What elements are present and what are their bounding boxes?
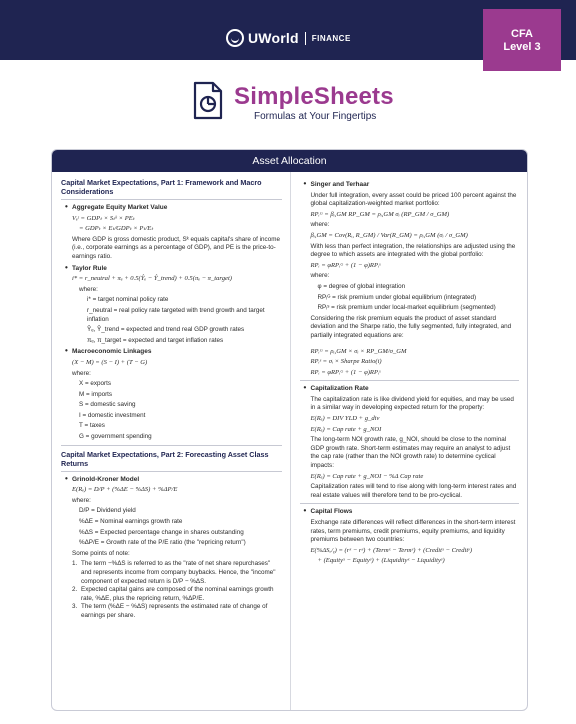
formula: E(Rₑ) = Cap rate + g_NOI − %Δ Cap rate (310, 472, 424, 480)
note-text: The term −%ΔS is referred to as the "rate of net share repurchases" and represents income from company buybacks. Hence, the "income" component of expected return is D/P − %ΔS. (81, 560, 276, 585)
left-column (52, 172, 290, 622)
bullet-heading: • Taylor Rule (65, 265, 282, 274)
document-chart-icon (193, 80, 223, 120)
section-heading-cme1: Capital Market Expectations, Part 1: Framework and Macro Considerations (61, 178, 262, 196)
brand-name: UWorld (248, 30, 299, 46)
level-line-1: CFA (511, 28, 533, 40)
formula: RPᵢ = φRPᵢᴳ + (1 − φ)RPᵢˢ (310, 261, 381, 269)
paragraph: With less than perfect integration, the relationships are adjusted using the degree to which assets are integrated with the global portfolio: (310, 242, 516, 259)
note-text: Expected capital gains are composed of the nominal earnings growth rate, %ΔE, plus the repricing return, %ΔP/E. (81, 586, 274, 602)
brand-separator (305, 32, 306, 45)
definition: D/P = Dividend yield (79, 507, 136, 515)
formula: βᵢ,GM = Cov(Rᵢ, R_GM) / Var(R_GM) = ρᵢ,GM (σᵢ / σ_GM) (310, 231, 468, 239)
section-rule (61, 199, 282, 200)
definition: RPᵢᴳ = risk premium under global equilibrium (integrated) (317, 293, 477, 301)
definition: G = government spending (79, 433, 152, 441)
formula: (X − M) = (S − I) + (T − G) (72, 358, 148, 366)
paragraph: Under full integration, every asset could be priced 100 percent against the global capitalization-weighted market portfolio: (310, 191, 517, 208)
definition: M = imports (79, 390, 113, 398)
definition: φ = degree of global integration (317, 282, 406, 290)
definition: T = taxes (79, 422, 105, 430)
definition: RPᵢˢ = risk premium under local-market equilibrium (segmented) (317, 304, 496, 312)
paragraph: The long-term NOI growth rate, g_NOI, should be close to the nominal GDP growth rate. Short-term estimates may require an analyst to adjust the cap rate (rather than the NOI growth rate) to determine cyclical impacts: (310, 436, 511, 470)
bullet-heading: • Capital Flows (304, 508, 520, 517)
definition: %ΔE = Nominal earnings growth rate (79, 518, 183, 526)
formula: i* = r_neutral + πₑ + 0.5(Ŷₑ − Ŷ_trend) + 0.5(πₑ − π_target) (72, 275, 232, 283)
section-rule (300, 380, 520, 381)
bullet-heading: • Macroeconomic Linkages (65, 348, 282, 357)
paragraph: Considering the risk premium equals the product of asset standard deviation and the Sharpe ratio, the fully segmented, fully integrated, and partially integrated equations are: (310, 314, 512, 339)
paragraph: Capitalization rates will tend to rise along with long-term interest rates and real estate values will therefore tend to be pro-cyclical. (310, 483, 517, 499)
paragraph: The capitalization rate is like dividend yield for equities, and may be used in a similar way in developing expected return for the property: (310, 395, 514, 412)
definition: Ŷₑ, Ŷ_trend = expected and trend real GDP growth rates (87, 326, 245, 334)
formula: = GDPₜ × Eₜ/GDPₜ × Pₜ/Eₜ (79, 225, 154, 233)
formula: Vₑᵗ = GDPₜ × Sₜᵏ × PEₜ (72, 214, 135, 222)
note-text: The term (%ΔE − %ΔS) represents the estimated rate of change of earnings per share. (81, 603, 268, 619)
definition: i* = target nominal policy rate (87, 296, 169, 304)
uworld-logo-icon (226, 29, 244, 47)
list-item: 3. The term (%ΔE − %ΔS) represents the estimated rate of change of earnings per share. (72, 603, 282, 620)
columns (52, 172, 527, 622)
content-box (51, 149, 528, 711)
formula: E(Rₑ) = Cap rate + g_NOI (310, 425, 382, 433)
definition: X = exports (79, 380, 112, 388)
section-title-bar: Asset Allocation (52, 150, 527, 172)
brand (226, 29, 351, 47)
paragraph: Exchange rate differences will reflect differences in the short-term interest rates, term premiums, credit premiums, equity premiums, and liquidity premiums between two countries: (310, 519, 516, 544)
formula: E(%ΔSₓ/ᵧ) = (rˣ − rʸ) + (Termˣ − Termʸ) + (Creditˣ − Creditʸ) (310, 546, 473, 554)
where-label: where: (310, 221, 330, 229)
section-rule (61, 445, 282, 446)
definition: %ΔS = Expected percentage change in shares outstanding (79, 528, 244, 536)
level-tag (483, 9, 561, 71)
where-label: where: (79, 285, 98, 293)
list-item: 1. The term −%ΔS is referred to as the "rate of net share repurchases" and represents income from company buybacks. Hence, the "income" component of expected return is D/P − %ΔS. (72, 560, 282, 586)
brand-sub: FINANCE (311, 33, 351, 43)
notes-list (72, 560, 282, 620)
bullet-heading: • Grinold-Kroner Model (65, 476, 282, 485)
formula: RPᵢᴳ = βᵢ,GM RP_GM = ρᵢ,GM σᵢ (RP_GM / σ_GM) (310, 210, 450, 218)
page-title: SimpleSheets (234, 83, 394, 110)
definition: %ΔP/E = Growth rate of the P/E ratio (the "repricing return") (79, 539, 246, 547)
formula: RPᵢᴳ = ρᵢ,GM × σᵢ × RP_GM/σ_GM (310, 347, 407, 355)
right-column (290, 172, 528, 622)
section-heading-cme2: Capital Market Expectations, Part 2: Forecasting Asset Class Returns (61, 449, 269, 468)
formula: RPᵢ = φRPᵢᴳ + (1 − φ)RPᵢˢ (310, 368, 381, 376)
level-line-2: Level 3 (503, 41, 541, 53)
definition: I = domestic investment (79, 411, 146, 419)
formula: + (Equityˣ − Equityʸ) + (Liquidityˣ − Liquidityʸ) (317, 557, 445, 565)
definition: r_neutral = real policy rate targeted with trend growth and target inflation (87, 306, 265, 323)
where-label: where: (310, 272, 330, 280)
bullet-heading: • Aggregate Equity Market Value (65, 204, 282, 213)
paragraph: Where GDP is gross domestic product, Sᵏ equals capital's share of income (i.e., corporate earnings as a percentage of GDP), and PE is the price-to-earnings ratio. (72, 235, 280, 260)
list-item: 2. Expected capital gains are composed of the nominal earnings growth rate, %ΔE, plus the repricing return, %ΔP/E. (72, 586, 282, 603)
section-rule (61, 471, 282, 472)
formula: RPᵢˢ = σᵢ × Sharpe Ratio(i) (310, 358, 382, 366)
formula: E(Rₑ) = DIV YLD + g_div (310, 415, 380, 423)
where-label: where: (72, 369, 91, 377)
notes-label: Some points of note: (72, 549, 130, 557)
formula: E(Rₑ) = D/P + (%ΔE − %ΔS) + %ΔP/E (72, 486, 178, 494)
section-rule (300, 503, 520, 504)
page-subtitle: Formulas at Your Fingertips (254, 111, 377, 122)
definition: πₑ, π_target = expected and target inflation rates (87, 336, 224, 344)
bullet-heading: • Capitalization Rate (304, 385, 520, 394)
bullet-heading: • Singer and Terhaar (304, 181, 520, 190)
where-label: where: (72, 496, 91, 504)
definition: S = domestic saving (79, 401, 136, 409)
column-divider (290, 172, 291, 711)
